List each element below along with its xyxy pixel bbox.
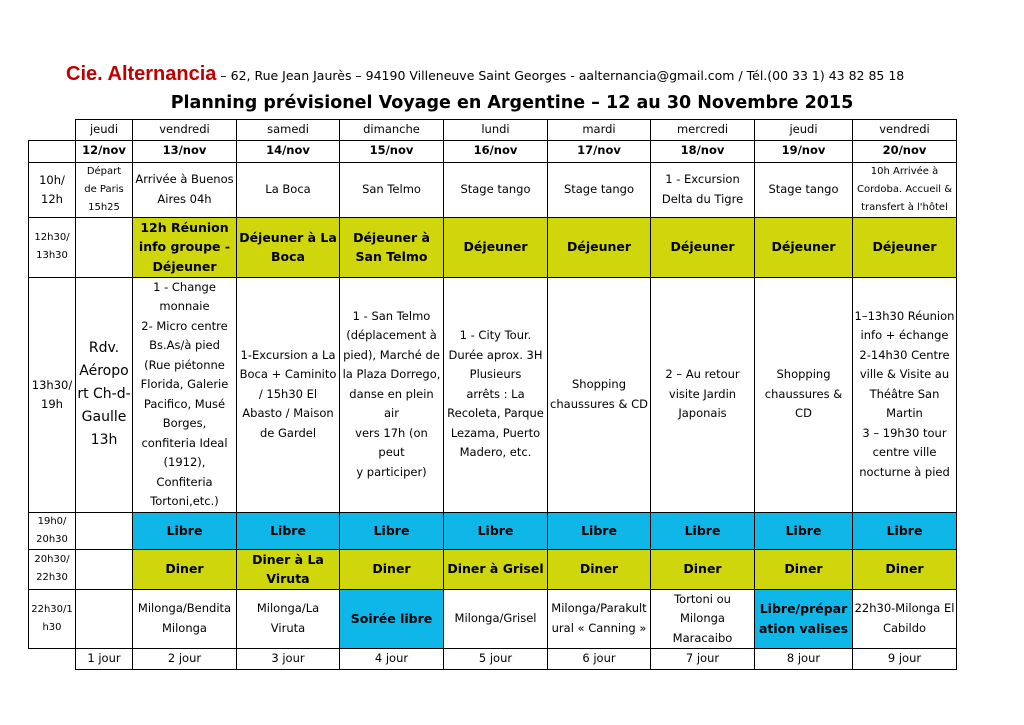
date-cell: 13/nov — [133, 140, 237, 162]
date-cell: 12/nov — [76, 140, 133, 162]
header-line — [66, 63, 966, 86]
activity-cell: Libre — [651, 512, 755, 549]
activity-cell: Milonga/Bendita Milonga — [133, 589, 237, 649]
activity-cell: Diner à La Viruta — [237, 549, 340, 589]
activity-cell: 1-Excursion a La Boca + Caminito / 15h30 El Abasto / Maison de Gardel — [237, 277, 340, 512]
day-count-cell: 5 jour — [444, 649, 548, 670]
schedule-row-12h30 — [29, 217, 957, 277]
time-cell: 13h30/ 19h — [29, 277, 76, 512]
date-cell: 17/nov — [548, 140, 651, 162]
activity-cell: Déjeuner — [853, 217, 957, 277]
date-cell: 20/nov — [853, 140, 957, 162]
activity-cell — [76, 589, 133, 649]
activity-cell: 1 - Change monnaie 2- Micro centre Bs.As/à pied (Rue piétonne Florida, Galerie Pacifico, Musé Borges, confiteria Ideal (1912), Confiteria Tortoni,etc.) — [133, 277, 237, 512]
activity-cell: Diner à Grisel — [444, 549, 548, 589]
activity-cell — [76, 512, 133, 549]
document-title: Planning prévisionel Voyage en Argentine – 12 au 30 Novembre 2015 — [170, 93, 854, 113]
company-address: – 62, Rue Jean Jaurès – 94190 Villeneuve Saint Georges - aalternancia@gmail.com / Tél.(00 33 1) 43 82 85 18 — [216, 68, 905, 83]
day-cell: lundi — [444, 120, 548, 141]
activity-cell: Milonga/La Viruta — [237, 589, 340, 649]
activity-cell: Départ de Paris 15h25 — [76, 162, 133, 217]
activity-cell: Libre — [444, 512, 548, 549]
time-header-cell — [29, 140, 76, 162]
time-cell: 19h0/ 20h30 — [29, 512, 76, 549]
activity-cell: Déjeuner à La Boca — [237, 217, 340, 277]
activity-cell: 2 – Au retour visite Jardin Japonais — [651, 277, 755, 512]
activity-cell: Stage tango — [548, 162, 651, 217]
day-count-cell: 3 jour — [237, 649, 340, 670]
activity-cell: Libre/prépar ation valises — [755, 589, 853, 649]
activity-cell: Soirée libre — [340, 589, 444, 649]
time-cell: 20h30/ 22h30 — [29, 549, 76, 589]
day-count-cell: 4 jour — [340, 649, 444, 670]
day-cell: mercredi — [651, 120, 755, 141]
date-cell: 15/nov — [340, 140, 444, 162]
activity-cell: Libre — [340, 512, 444, 549]
footer-row — [29, 649, 957, 670]
activity-cell: Déjeuner à San Telmo — [340, 217, 444, 277]
activity-cell: Libre — [548, 512, 651, 549]
date-cell: 14/nov — [237, 140, 340, 162]
day-count-cell: 9 jour — [853, 649, 957, 670]
activity-cell: Déjeuner — [444, 217, 548, 277]
company-name: Cie. Alternancia — [66, 63, 217, 85]
activity-cell: Milonga/Parakult ural « Canning » — [548, 589, 651, 649]
activity-cell: Stage tango — [755, 162, 853, 217]
activity-cell: Stage tango — [444, 162, 548, 217]
activity-cell: Libre — [755, 512, 853, 549]
activity-cell: Arrivée à Buenos Aires 04h — [133, 162, 237, 217]
activity-cell — [76, 217, 133, 277]
time-cell: 22h30/1 h30 — [29, 589, 76, 649]
activity-cell: Diner — [755, 549, 853, 589]
activity-cell: 1–13h30 Réunion info + échange 2-14h30 Centre ville & Visite au Théâtre San Martin 3 – 19h30 tour centre ville nocturne à pied — [853, 277, 957, 512]
schedule-row-10h — [29, 162, 957, 217]
activity-cell: Diner — [651, 549, 755, 589]
schedule-row-19h — [29, 512, 957, 549]
day-cell: jeudi — [76, 120, 133, 141]
activity-cell: Diner — [133, 549, 237, 589]
date-cell: 19/nov — [755, 140, 853, 162]
activity-cell: Déjeuner — [755, 217, 853, 277]
activity-cell: 10h Arrivée à Cordoba. Accueil & transfert à l'hôtel — [853, 162, 957, 217]
activity-cell: Déjeuner — [651, 217, 755, 277]
activity-cell: 22h30-Milonga El Cabildo — [853, 589, 957, 649]
activity-cell: 1 - San Telmo (déplacement à pied), Marché de la Plaza Dorrego, danse en plein air vers 17h (on peut y participer) — [340, 277, 444, 512]
day-cell: vendredi — [853, 120, 957, 141]
dates-row — [29, 140, 957, 162]
activity-cell: San Telmo — [340, 162, 444, 217]
activity-cell: Rdv. Aéropo rt Ch-d- Gaulle 13h — [76, 277, 133, 512]
date-cell: 18/nov — [651, 140, 755, 162]
activity-cell: Diner — [548, 549, 651, 589]
activity-cell: 12h Réunion info groupe - Déjeuner — [133, 217, 237, 277]
schedule-row-22h30 — [29, 589, 957, 649]
activity-cell: Libre — [133, 512, 237, 549]
schedule-row-13h30 — [29, 277, 957, 512]
activity-cell: Milonga/Grisel — [444, 589, 548, 649]
activity-cell: 1 - Excursion Delta du Tigre — [651, 162, 755, 217]
activity-cell: Tortoni ou Milonga Maracaibo — [651, 589, 755, 649]
time-cell: 12h30/ 13h30 — [29, 217, 76, 277]
day-cell: mardi — [548, 120, 651, 141]
date-cell: 16/nov — [444, 140, 548, 162]
schedule-table — [28, 119, 957, 670]
day-cell: samedi — [237, 120, 340, 141]
days-row — [29, 120, 957, 141]
activity-cell: Déjeuner — [548, 217, 651, 277]
day-count-cell: 1 jour — [76, 649, 133, 670]
day-count-cell: 8 jour — [755, 649, 853, 670]
day-count-cell: 2 jour — [133, 649, 237, 670]
day-cell: vendredi — [133, 120, 237, 141]
activity-cell: 1 - City Tour. Durée aprox. 3H Plusieurs arrêts : La Recoleta, Parque Lezama, Puerto Madero, etc. — [444, 277, 548, 512]
activity-cell: Libre — [853, 512, 957, 549]
day-cell: dimanche — [340, 120, 444, 141]
day-count-cell: 6 jour — [548, 649, 651, 670]
activity-cell — [76, 549, 133, 589]
day-cell: jeudi — [755, 120, 853, 141]
activity-cell: La Boca — [237, 162, 340, 217]
activity-cell: Diner — [853, 549, 957, 589]
activity-cell: Shopping chaussures & CD — [548, 277, 651, 512]
corner-cell — [29, 120, 76, 141]
activity-cell: Libre — [237, 512, 340, 549]
footer-blank-cell — [29, 649, 76, 670]
time-cell: 10h/ 12h — [29, 162, 76, 217]
day-count-cell: 7 jour — [651, 649, 755, 670]
activity-cell: Diner — [340, 549, 444, 589]
schedule-row-20h30 — [29, 549, 957, 589]
activity-cell: Shopping chaussures & CD — [755, 277, 853, 512]
